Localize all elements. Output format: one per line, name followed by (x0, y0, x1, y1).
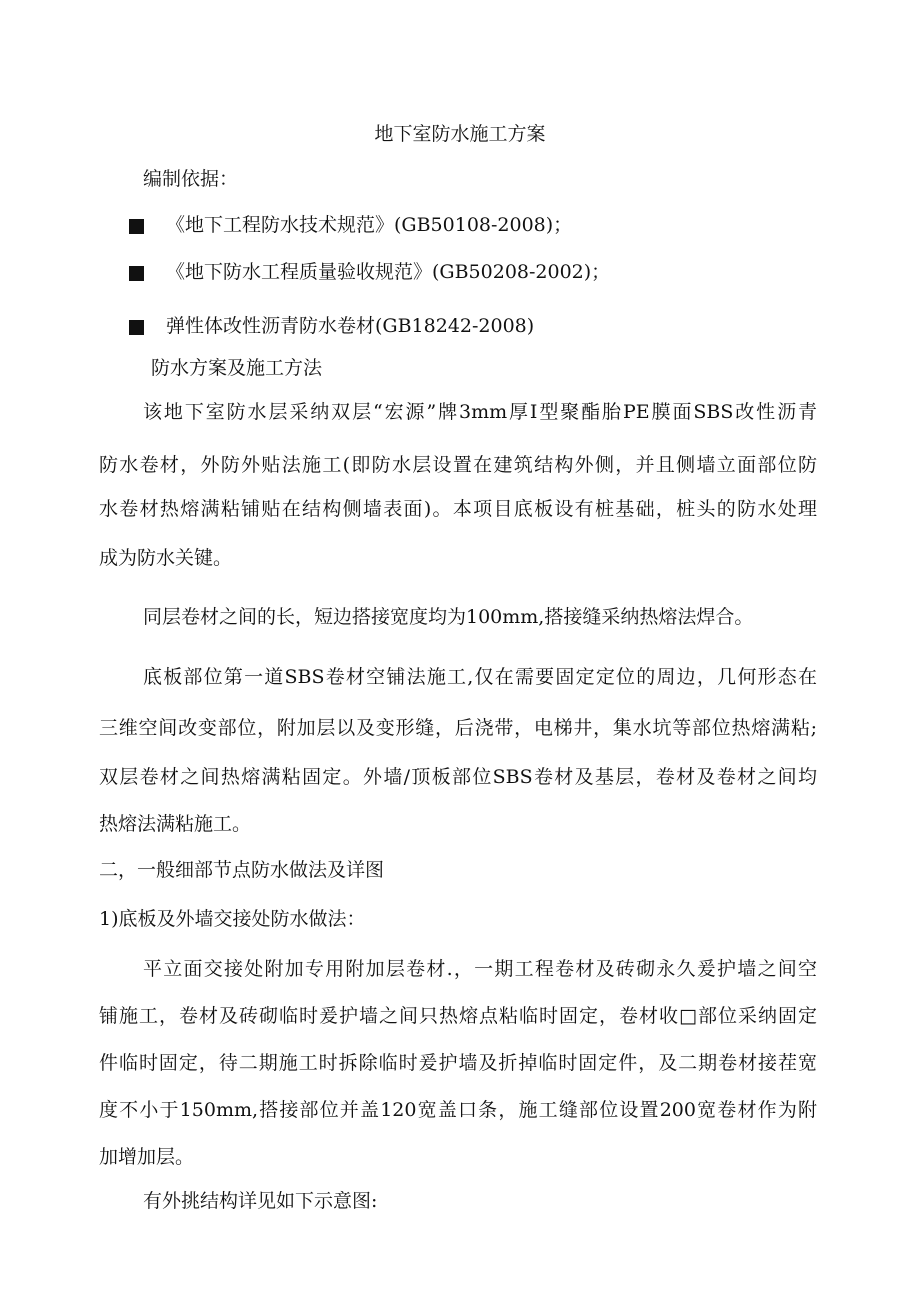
document-title: 地下室防水施工方案 (374, 123, 546, 145)
scheme-heading: 防水方案及施工方法 (151, 357, 323, 379)
paragraph-line: 防水卷材，外防外贴法施工(即防水层设置在建筑结构外侧，并且侧墙立面部位防 (99, 454, 817, 476)
paragraph-line: 热熔法满粘施工。 (99, 813, 252, 835)
bullet-item: 《地下防水工程质量验收规范》(GB50208-2002)； (166, 261, 611, 283)
paragraph-line: 加增加层。 (99, 1146, 195, 1168)
subsection-heading: 1)底板及外墙交接处防水做法： (99, 908, 366, 930)
paragraph-line: 底板部位第一道SBS卷材空铺法施工,仅在需要固定定位的周边，几何形态在 (143, 666, 817, 688)
paragraph-line: 铺施工，卷材及砖砌临时爰护墙之间只热熔点粘临时固定，卷材收□部位采纳固定 (99, 1005, 817, 1027)
bullet-square-icon (129, 219, 144, 234)
paragraph-line: 水卷材热熔满粘铺贴在结构侧墙表面)。本项目底板设有桩基础，桩头的防水处理 (99, 498, 817, 520)
paragraph-line: 三维空间改变部位，附加层以及变形缝，后浇带，电梯井，集水坑等部位热熔满粘; (99, 717, 817, 739)
basis-heading: 编制依据： (143, 168, 239, 190)
bullet-item: 弹性体改性沥青防水卷材(GB18242-2008) (166, 315, 535, 337)
bullet-square-icon (129, 320, 144, 335)
bullet-item: 《地下工程防水技术规范》(GB50108-2008)； (166, 214, 573, 236)
paragraph-line: 度不小于150mm,搭接部位并盖120宽盖口条，施工缝部位设置200宽卷材作为附 (99, 1099, 817, 1121)
bullet-square-icon (129, 266, 144, 281)
section-heading: 二，一般细部节点防水做法及详图 (99, 859, 385, 881)
paragraph-line: 该地下室防水层采纳双层“宏源”牌3mm厚I型聚酯胎PE膜面SBS改性沥青 (143, 401, 817, 423)
paragraph-overlap-width: 同层卷材之间的长，短边搭接宽度均为100mm,搭接缝采纳热熔法焊合。 (143, 606, 754, 628)
paragraph-line: 平立面交接处附加专用附加层卷材.，一期工程卷材及砖砌永久爰护墙之间空 (143, 958, 817, 980)
figure-intro: 有外挑结构详见如下示意图: (143, 1190, 378, 1212)
paragraph-line: 双层卷材之间热熔满粘固定。外墙/顶板部位SBS卷材及基层，卷材及卷材之间均 (99, 766, 817, 788)
paragraph-line: 成为防水关键。 (99, 547, 233, 569)
paragraph-line: 件临时固定，待二期施工时拆除临时爰护墙及折掉临时固定件，及二期卷材接茬宽 (99, 1052, 817, 1074)
